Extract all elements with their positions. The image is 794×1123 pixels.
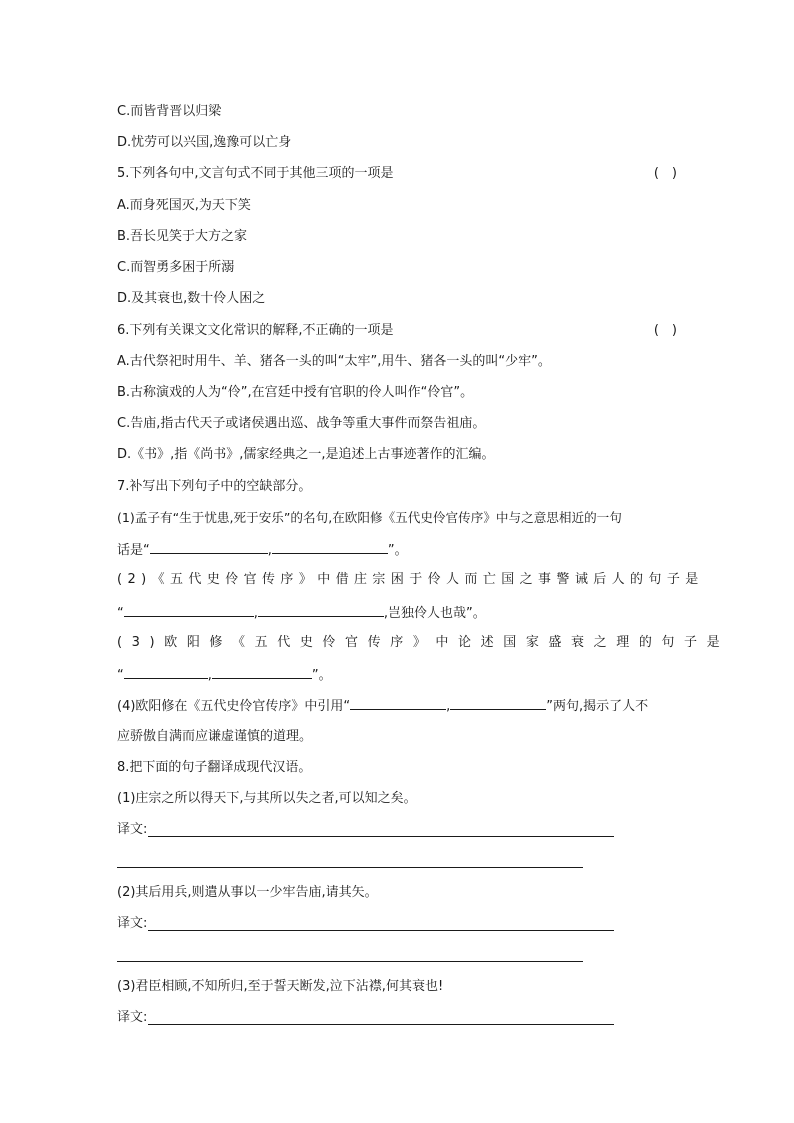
q7-3-prefix: “ [117,668,124,683]
q6-option-d: D.《书》,指《尚书》,儒家经典之一,是追述上古事迹著作的汇编。 [117,447,495,462]
q7-1-comma: , [267,543,272,558]
q7-2-prefix: “ [117,606,124,621]
q7-2-line1: (2)《五代史伶官传序》中借庄宗困于伶人而亡国之事警诫后人的句子是 [117,572,704,587]
q7-4-comma: , [446,699,451,714]
q7-1-blank-2[interactable] [272,540,388,554]
q7-3-comma: , [207,668,212,683]
q5-answer-paren: ( ) [653,166,677,181]
q8-3-answer-line-1[interactable] [148,1024,614,1025]
q5-text: 5.下列各句中,文言句式不同于其他三项的一项是 [117,166,394,181]
q7-1-prefix: 话是“ [117,543,150,558]
q8-1-translation-label: 译文: [117,822,148,837]
q7-4-line2: 应骄傲自满而应谦虚谨慎的道理。 [117,729,313,744]
q7-4-line1 [117,696,648,714]
q8-2-answer-line-1[interactable] [148,930,614,931]
q7-2-blank-1[interactable] [124,603,254,617]
q8-3-sentence: (3)君臣相顾,不知所归,至于誓天断发,泣下沾襟,何其衰也! [117,979,444,994]
q4-option-d: D.忧劳可以兴国,逸豫可以亡身 [117,135,292,150]
q8-1-sentence: (1)庄宗之所以得天下,与其所以失之者,可以知之矣。 [117,791,417,806]
q7-2-suffix: ,岂独伶人也哉”。 [383,606,486,621]
q8-2-sentence: (2)其后用兵,则遣从事以一少牢告庙,请其矢。 [117,885,378,900]
q7-3-line1: (3)欧阳修《五代史伶官传序》中论述国家盛衰之理的句子是 [117,635,730,650]
q7-1-suffix: ”。 [387,543,408,558]
q7-2-line2 [117,603,486,621]
q7-2-comma: , [253,606,258,621]
q5-option-b: B.吾长见笑于大方之家 [117,229,248,244]
q8-stem: 8.把下面的句子翻译成现代汉语。 [117,760,312,775]
q7-4-suffix: ”两句,揭示了人不 [546,699,649,714]
q8-1-answer-line-2[interactable] [117,867,583,868]
q6-text: 6.下列有关课文文化常识的解释,不正确的一项是 [117,323,394,338]
q8-2-answer-line-2[interactable] [117,961,583,962]
q8-3-translation-label: 译文: [117,1010,148,1025]
q7-4-blank-2[interactable] [450,696,546,710]
q7-1-line1: (1)孟子有“生于忧患,死于安乐”的名句,在欧阳修《五代史伶官传序》中与之意思相近的一句 [117,510,622,525]
q6-stem [117,322,677,340]
q7-3-blank-1[interactable] [124,665,208,679]
q6-option-b: B.古称演戏的人为“伶”,在宫廷中授有官职的伶人叫作“伶官”。 [117,385,474,400]
q7-1-blank-1[interactable] [150,540,268,554]
q5-option-c: C.而智勇多困于所溺 [117,260,235,275]
q7-3-suffix: ”。 [311,668,332,683]
q7-3-line2 [117,665,332,683]
q7-stem: 7.补写出下列句子中的空缺部分。 [117,479,312,494]
q6-option-a: A.古代祭祀时用牛、羊、猪各一头的叫“太牢”,用牛、猪各一头的叫“少牢”。 [117,354,551,369]
q4-option-c: C.而皆背晋以归梁 [117,104,222,119]
q5-option-a: A.而身死国灭,为天下笑 [117,198,251,213]
q7-3-blank-2[interactable] [212,665,312,679]
q7-4-blank-1[interactable] [350,696,446,710]
q8-2-translation-label: 译文: [117,916,148,931]
q6-answer-paren: ( ) [653,323,677,338]
q6-option-c: C.告庙,指古代天子或诸侯遇出巡、战争等重大事件而祭告祖庙。 [117,416,486,431]
q5-option-d: D.及其衰也,数十伶人困之 [117,291,266,306]
q7-2-blank-2[interactable] [258,603,384,617]
q8-1-answer-line-1[interactable] [148,836,614,837]
q5-stem [117,165,677,183]
q7-4-prefix: (4)欧阳修在《五代史伶官传序》中引用“ [117,699,351,714]
q7-1-line2 [117,540,408,558]
